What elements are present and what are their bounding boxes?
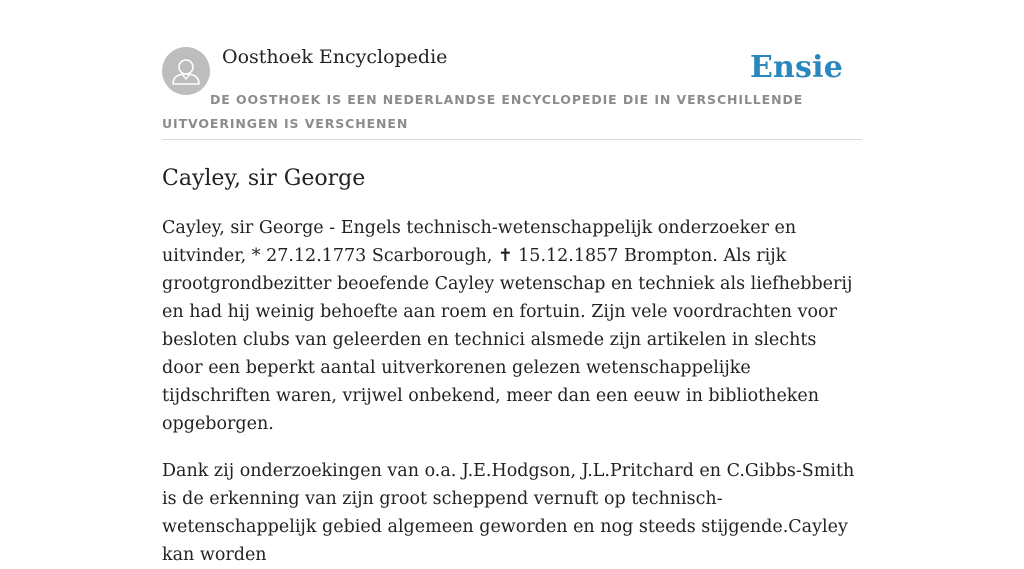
page-container (162, 0, 862, 565)
site-tagline: DE OOSTHOEK IS EEN NEDERLANDSE ENCYCLOPEDIE DIE IN VERSCHILLENDE UITVOERINGEN IS VERSCHENEN (162, 92, 804, 131)
article-paragraph-1: Cayley, sir George - Engels technisch-wetenschappelijk onderzoeker en uitvinder, * 27.12.1773 Scarborough, ✝ 15.12.1857 Brompton. Als rijk grootgrondbezitter beoefende Cayley wetenschap en techniek als liefhebberij en had hij weinig behoefte aan roem en fortuin. Zijn vele voordrachten voor besloten clubs van geleerden en technici alsmede zijn artikelen in slechts door een beperkt aantal uitverkorenen gelezen wetenschappelijke tijdschriften waren, vrijwel onbekend, meer dan een eeuw in bibliotheken opgeborgen. (162, 218, 853, 434)
brand-logo[interactable]: Ensie (749, 50, 843, 85)
site-header (162, 0, 862, 140)
article (162, 140, 862, 569)
site-name-link[interactable]: Oosthoek Encyclopedie (222, 46, 448, 68)
article-title: Cayley, sir George (162, 166, 366, 191)
article-paragraph-2: Dank zij onderzoekingen van o.a. J.E.Hodgson, J.L.Pritchard en C.Gibbs-Smith is de erkenning van zijn groot scheppend vernuft op technisch-wetenschappelijk gebied algemeen geworden en nog steeds stijgende.Cayley kan worden (162, 461, 855, 565)
